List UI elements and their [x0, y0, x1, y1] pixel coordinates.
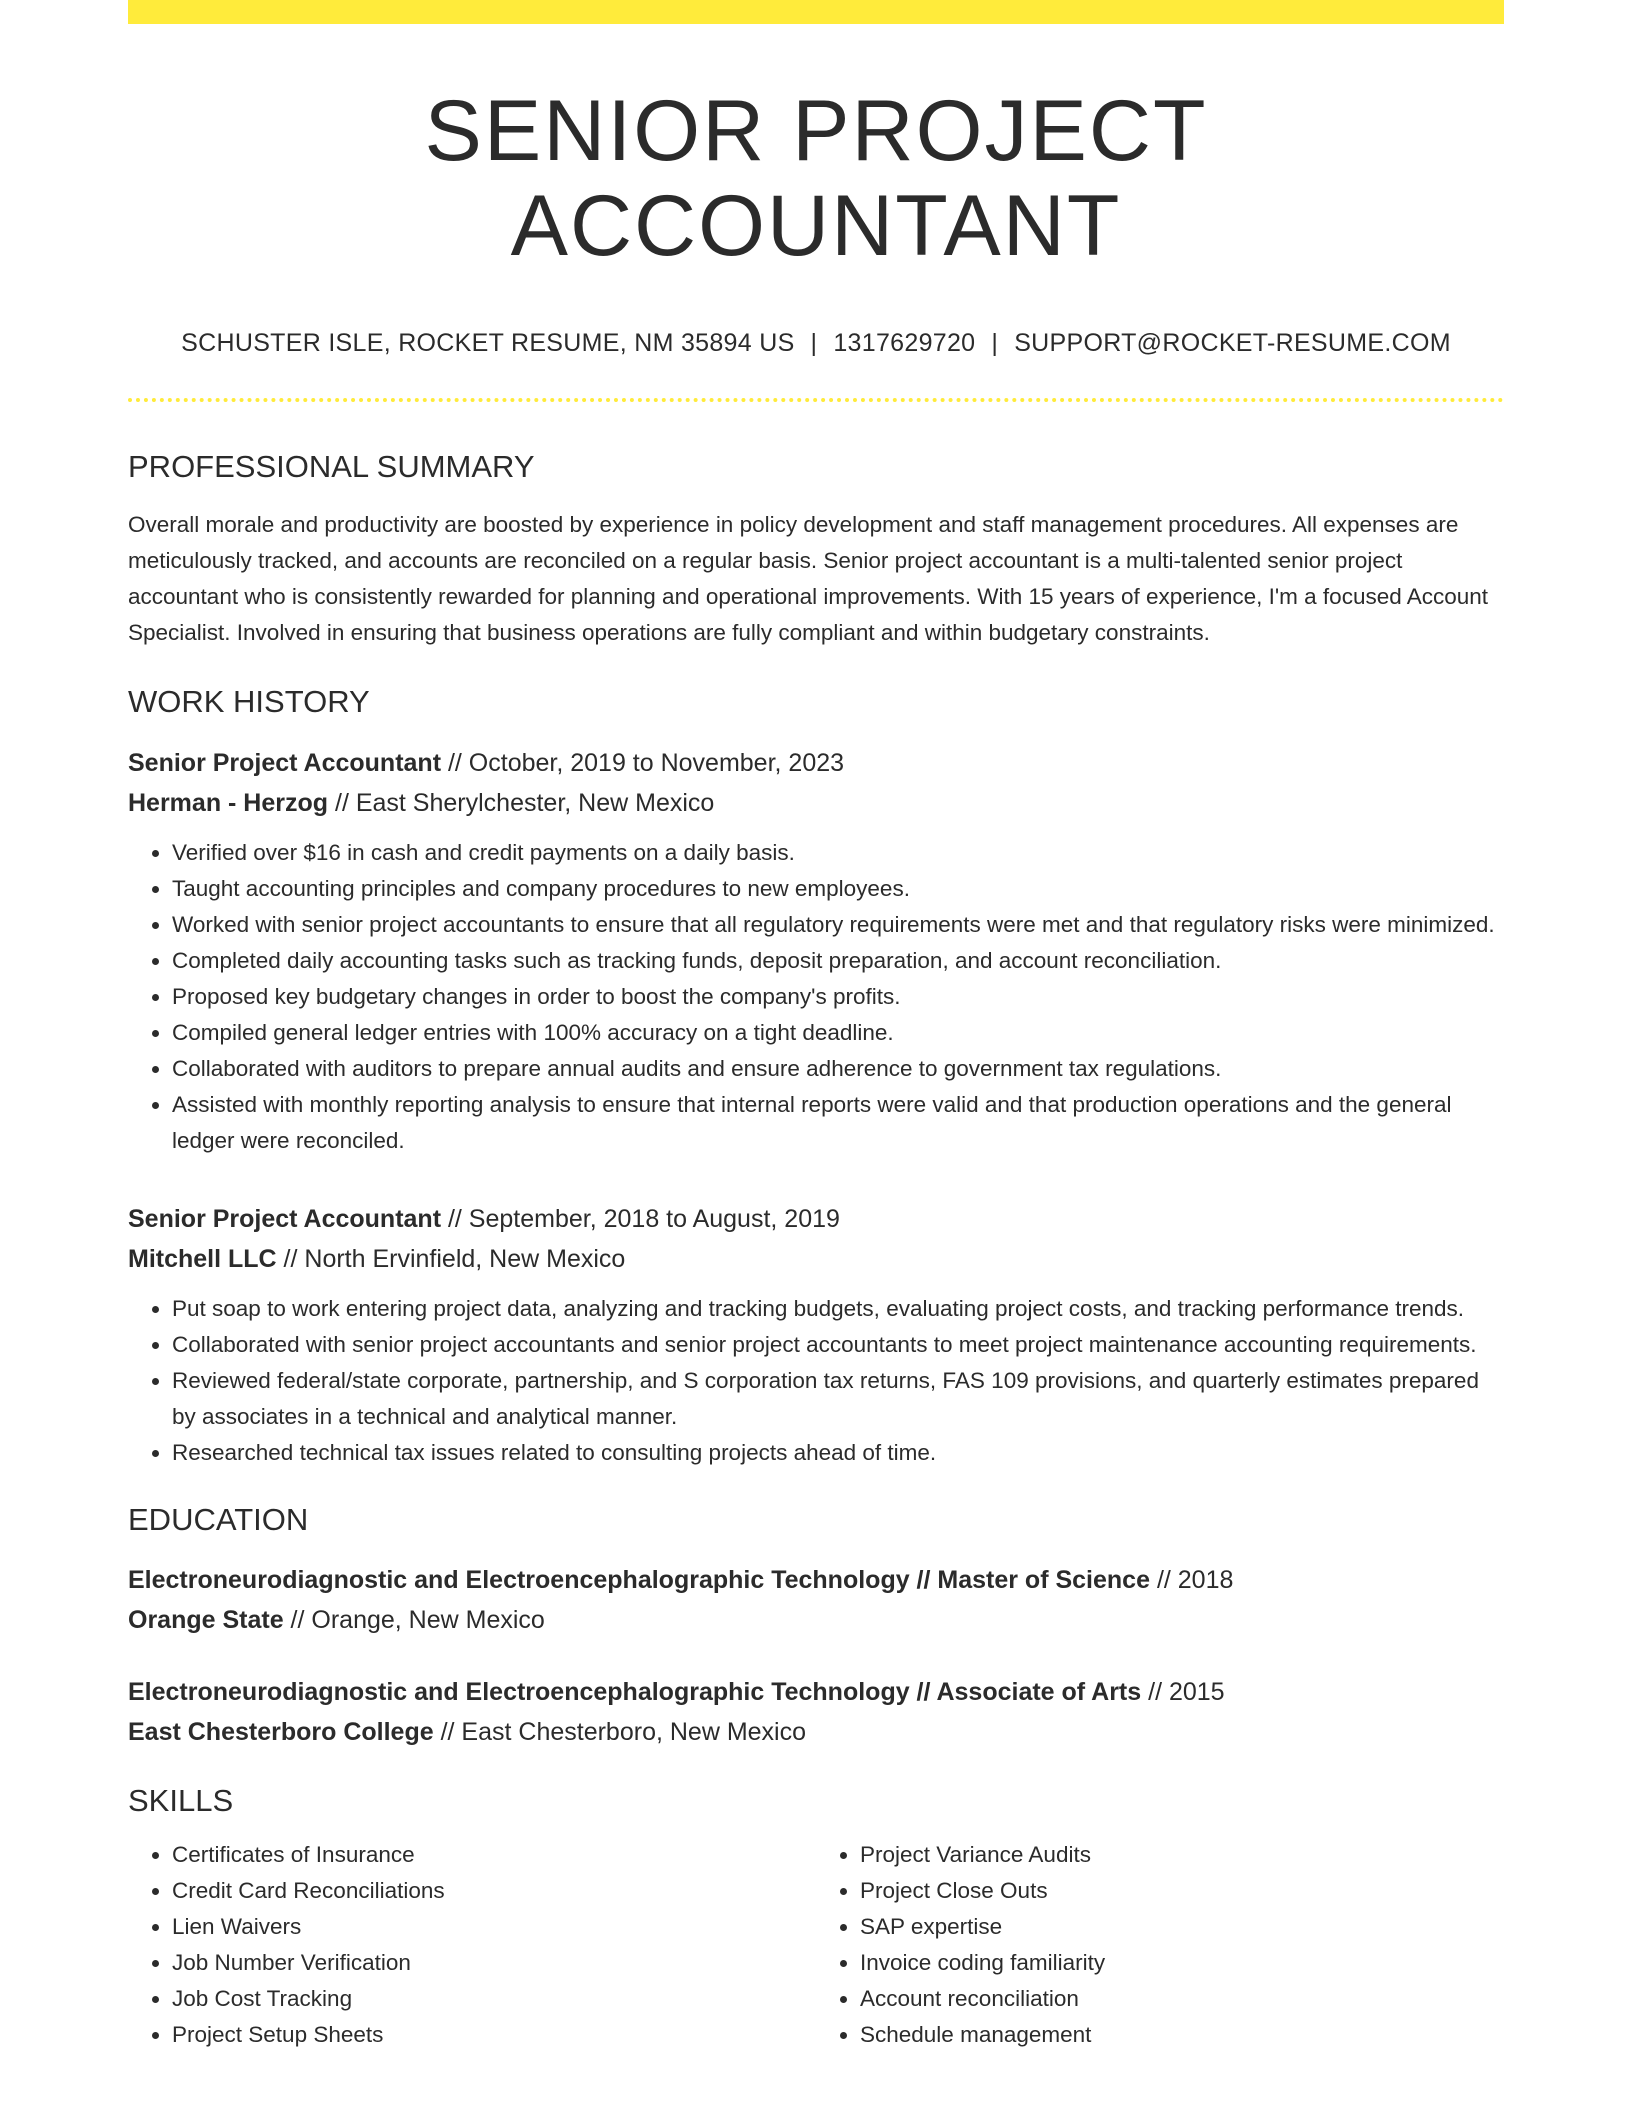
job-bullets — [128, 835, 1504, 1159]
edu-degree: Electroneurodiagnostic and Electroencephalographic Technology // Master of Science — [128, 1565, 1150, 1594]
edu-degree: Electroneurodiagnostic and Electroencephalographic Technology // Associate of Arts — [128, 1677, 1142, 1706]
top-accent-bar — [128, 0, 1504, 24]
skill-item: • Project Close Outs — [860, 1873, 1504, 1909]
skill-item: • Schedule management — [860, 2017, 1504, 2053]
job-entry — [128, 743, 1504, 1159]
job-company-line — [128, 1239, 1504, 1279]
job-role-line — [128, 1199, 1504, 1239]
list-item: • Collaborated with senior project accountants and senior project accountants to meet project maintenance accounting requirements. — [172, 1327, 1504, 1363]
section-title-skills: SKILLS — [128, 1782, 234, 1818]
skills-columns — [128, 1837, 1504, 2053]
job-company: Herman - Herzog — [128, 788, 329, 817]
edu-degree-line — [128, 1560, 1504, 1600]
skills-list-left — [128, 1837, 816, 2053]
job-location: // East Sherylchester, New Mexico — [328, 788, 715, 817]
skill-item: • Invoice coding familiarity — [860, 1945, 1504, 1981]
resume-name-title: SENIOR PROJECT ACCOUNTANT — [424, 83, 1208, 274]
edu-school: Orange State — [128, 1605, 284, 1634]
contact-phone: 1317629720 — [833, 329, 976, 358]
summary-text: Overall morale and productivity are boosted by experience in policy development and staff management procedures. All expenses are meticulously tracked, and accounts are reconciled on a regular basis. Senior project accountant is a multi-talented senior project accountant who is consistently rewarded for planning and operational improvements. With 15 years of experience, I'm a focused Account Specialist. Involved in ensuring that business operations are fully compliant and within budgetary constraints. — [128, 512, 1489, 646]
list-item: • Collaborated with auditors to prepare annual audits and ensure adherence to government tax regulations. — [172, 1051, 1504, 1087]
job-company-line — [128, 783, 1504, 823]
list-item: • Reviewed federal/state corporate, partnership, and S corporation tax returns, FAS 109 provisions, and quarterly estimates prepared by associates in a technical and analytical manner. — [172, 1363, 1504, 1435]
dotted-divider — [128, 398, 1504, 402]
job-company: Mitchell LLC — [128, 1244, 277, 1273]
contact-line — [128, 329, 1504, 358]
skill-item: • Lien Waivers — [172, 1909, 816, 1945]
list-item: • Completed daily accounting tasks such as tracking funds, deposit preparation, and account reconciliation. — [172, 943, 1504, 979]
list-item: • Taught accounting principles and company procedures to new employees. — [172, 871, 1504, 907]
list-item: • Assisted with monthly reporting analysis to ensure that internal reports were valid and that production operations and the general ledger were reconciled. — [172, 1087, 1504, 1159]
edu-school: East Chesterboro College — [128, 1717, 434, 1746]
edu-location: // Orange, New Mexico — [283, 1605, 545, 1634]
edu-year: // 2018 — [1150, 1565, 1234, 1594]
job-entry — [128, 1199, 1504, 1471]
contact-email: SUPPORT@ROCKET-RESUME.COM — [1014, 329, 1451, 358]
job-dates: // October, 2019 to November, 2023 — [441, 748, 845, 777]
edu-school-line — [128, 1600, 1504, 1640]
education-entry — [128, 1560, 1504, 1640]
list-item: • Compiled general ledger entries with 100% accuracy on a tight deadline. — [172, 1015, 1504, 1051]
section-title-work-history: WORK HISTORY — [128, 684, 370, 720]
contact-separator: | — [810, 329, 818, 358]
edu-location: // East Chesterboro, New Mexico — [433, 1717, 807, 1746]
edu-year: // 2015 — [1141, 1677, 1225, 1706]
education-entry — [128, 1672, 1504, 1752]
section-title-summary: PROFESSIONAL SUMMARY — [128, 449, 535, 485]
contact-separator: | — [991, 329, 999, 358]
skill-item: • Job Cost Tracking — [172, 1981, 816, 2017]
job-location: // North Ervinfield, New Mexico — [276, 1244, 626, 1273]
job-role-line — [128, 743, 1504, 783]
edu-degree-line — [128, 1672, 1504, 1712]
skill-item: • Job Number Verification — [172, 1945, 816, 1981]
skill-item: • Project Setup Sheets — [172, 2017, 816, 2053]
skill-item: • Credit Card Reconciliations — [172, 1873, 816, 1909]
list-item: • Verified over $16 in cash and credit payments on a daily basis. — [172, 835, 1504, 871]
skill-item: • Project Variance Audits — [860, 1837, 1504, 1873]
contact-address: SCHUSTER ISLE, ROCKET RESUME, NM 35894 US — [181, 329, 795, 358]
job-dates: // September, 2018 to August, 2019 — [441, 1204, 840, 1233]
skills-list-right — [816, 1837, 1504, 2053]
skill-item: • Certificates of Insurance — [172, 1837, 816, 1873]
skill-item: • Account reconciliation — [860, 1981, 1504, 2017]
job-role: Senior Project Accountant — [128, 748, 442, 777]
skill-item: • SAP expertise — [860, 1909, 1504, 1945]
list-item: • Proposed key budgetary changes in order to boost the company's profits. — [172, 979, 1504, 1015]
edu-school-line — [128, 1712, 1504, 1752]
job-role: Senior Project Accountant — [128, 1204, 442, 1233]
job-bullets — [128, 1291, 1504, 1471]
list-item: • Researched technical tax issues related to consulting projects ahead of time. — [172, 1435, 1504, 1471]
section-title-education: EDUCATION — [128, 1501, 309, 1537]
list-item: • Worked with senior project accountants to ensure that all regulatory requirements were met and that regulatory risks were minimized. — [172, 907, 1504, 943]
list-item: • Put soap to work entering project data, analyzing and tracking budgets, evaluating project costs, and tracking performance trends. — [172, 1291, 1504, 1327]
